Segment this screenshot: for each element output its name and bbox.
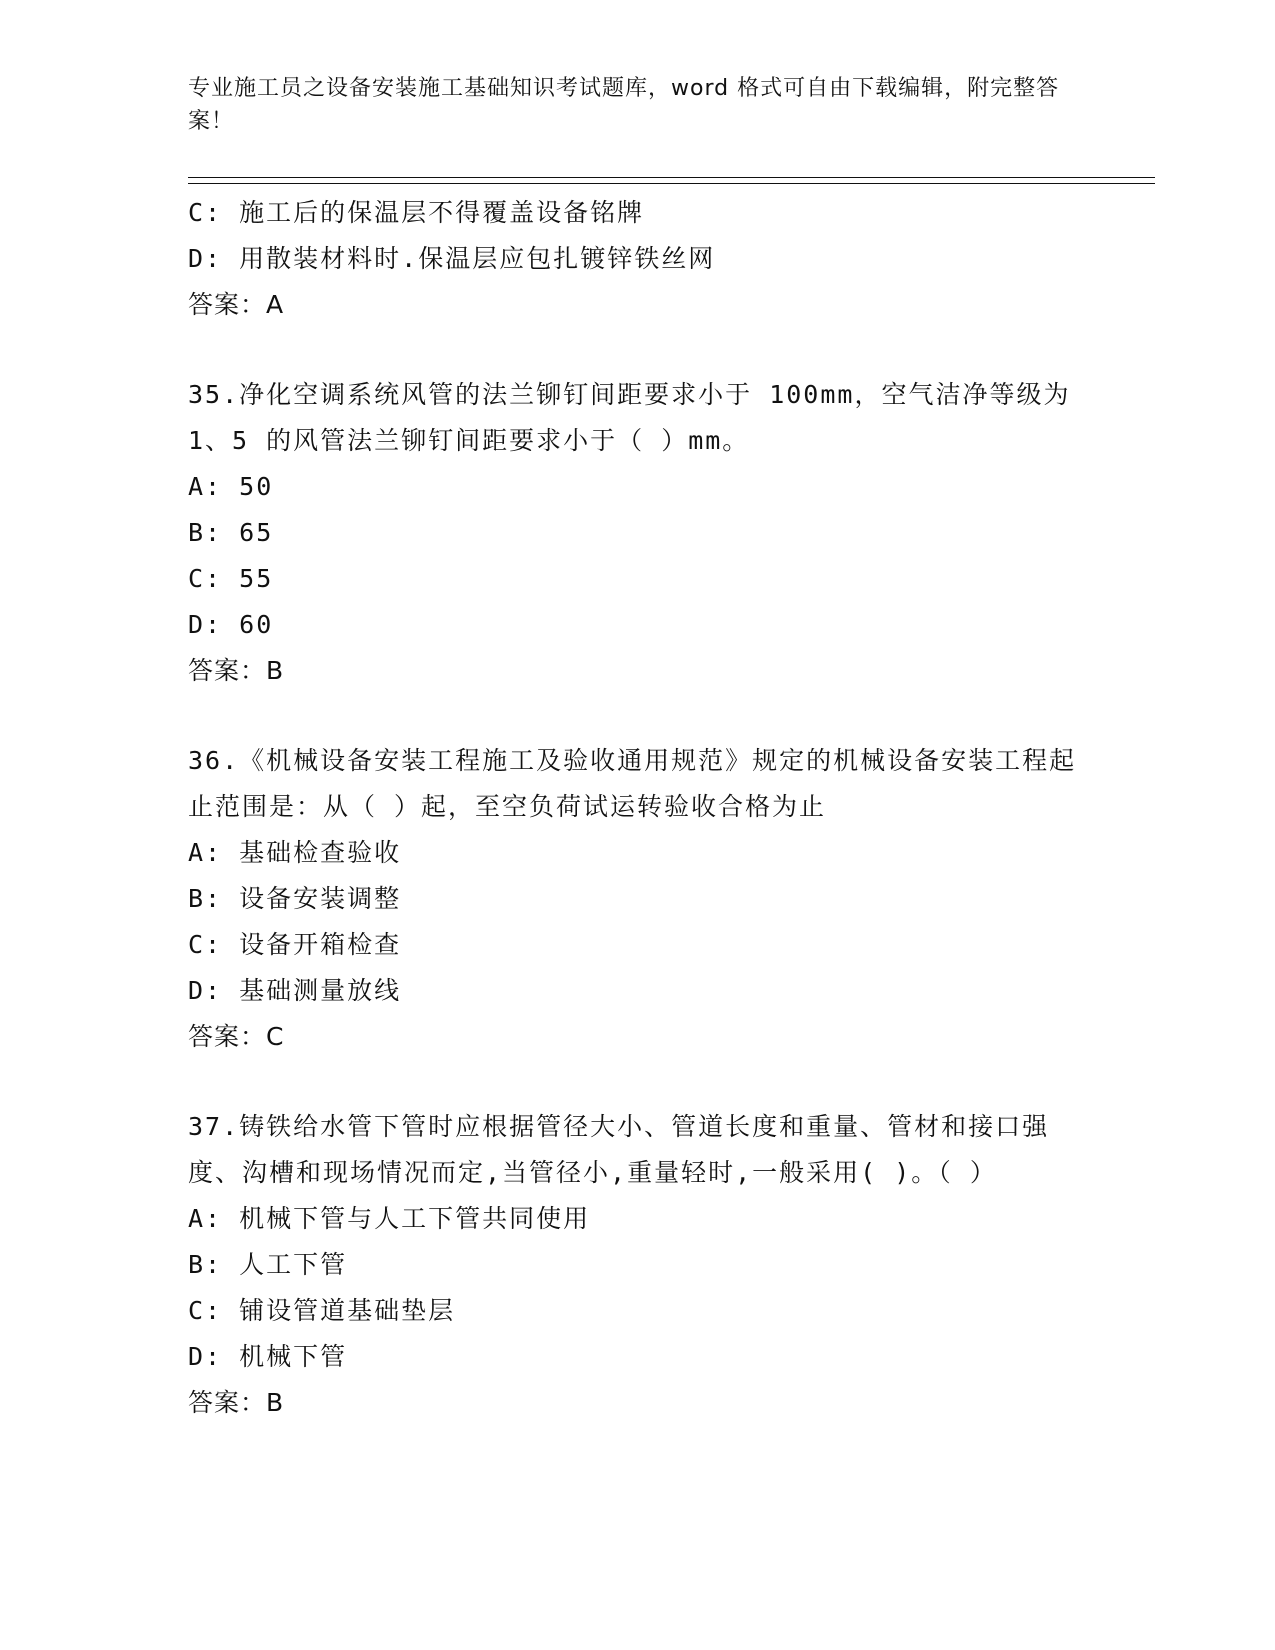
option-b — [188, 510, 1088, 556]
document-header: 专业施工员之设备安装施工基础知识考试题库，word 格式可自由下载编辑，附完整答案！ — [188, 76, 1060, 134]
option-text: 机械下管与人工下管共同使用 — [239, 1204, 591, 1233]
option-c — [188, 922, 1088, 968]
answer: 答案：B — [188, 656, 285, 685]
option-label: C: — [188, 930, 223, 959]
option-label: A: — [188, 1204, 223, 1233]
option-d — [188, 1334, 1088, 1380]
option-label: D: — [188, 1342, 223, 1371]
option-label: B: — [188, 1250, 223, 1279]
answer: 答案：C — [188, 1022, 285, 1051]
option-label: B: — [188, 884, 223, 913]
option-label: C: — [188, 564, 223, 593]
option-label: A: — [188, 472, 223, 501]
question-stem: 36.《机械设备安装工程施工及验收通用规范》规定的机械设备安装工程起止范围是：从（ ）起，至空负荷试运转验收合格为止 — [188, 746, 1077, 821]
option-text: 设备安装调整 — [239, 884, 402, 913]
option-text: 50 — [239, 472, 274, 501]
option-text: 用散装材料时.保温层应包扎镀锌铁丝网 — [239, 244, 716, 273]
question-36 — [188, 738, 1088, 1060]
option-label: D: — [188, 244, 223, 273]
option-label: D: — [188, 610, 223, 639]
question-37 — [188, 1104, 1088, 1426]
answer: 答案：A — [188, 290, 285, 319]
option-text: 基础检查验收 — [239, 838, 402, 867]
option-text: 施工后的保温层不得覆盖设备铭牌 — [239, 198, 645, 227]
option-text: 60 — [239, 610, 274, 639]
option-text: 人工下管 — [239, 1250, 348, 1279]
option-label: A: — [188, 838, 223, 867]
option-text: 机械下管 — [239, 1342, 348, 1371]
option-label: C: — [188, 198, 223, 227]
question-continued — [188, 190, 1088, 328]
option-text: 65 — [239, 518, 274, 547]
option-label: C: — [188, 1296, 223, 1325]
header-rule-bottom — [188, 183, 1155, 184]
option-a — [188, 464, 1088, 510]
option-text: 55 — [239, 564, 274, 593]
option-b — [188, 876, 1088, 922]
option-c — [188, 1288, 1088, 1334]
option-c — [188, 190, 1088, 236]
option-b — [188, 1242, 1088, 1288]
option-text: 铺设管道基础垫层 — [239, 1296, 456, 1325]
question-35 — [188, 372, 1088, 694]
option-d — [188, 968, 1088, 1014]
option-label: D: — [188, 976, 223, 1005]
header-rule-top — [188, 177, 1155, 178]
option-text: 基础测量放线 — [239, 976, 402, 1005]
option-d — [188, 602, 1088, 648]
question-stem: 37.铸铁给水管下管时应根据管径大小、管道长度和重量、管材和接口强度、沟槽和现场情况而定,当管径小,重量轻时,一般采用( )。（ ） — [188, 1112, 1050, 1187]
option-d — [188, 236, 1088, 282]
option-label: B: — [188, 518, 223, 547]
option-c — [188, 556, 1088, 602]
question-list — [188, 190, 1088, 1426]
question-stem: 35.净化空调系统风管的法兰铆钉间距要求小于 100mm，空气洁净等级为 1、5 的风管法兰铆钉间距要求小于（ ）mm。 — [188, 380, 1071, 455]
option-a — [188, 1196, 1088, 1242]
answer: 答案：B — [188, 1388, 285, 1417]
option-a — [188, 830, 1088, 876]
option-text: 设备开箱检查 — [239, 930, 402, 959]
